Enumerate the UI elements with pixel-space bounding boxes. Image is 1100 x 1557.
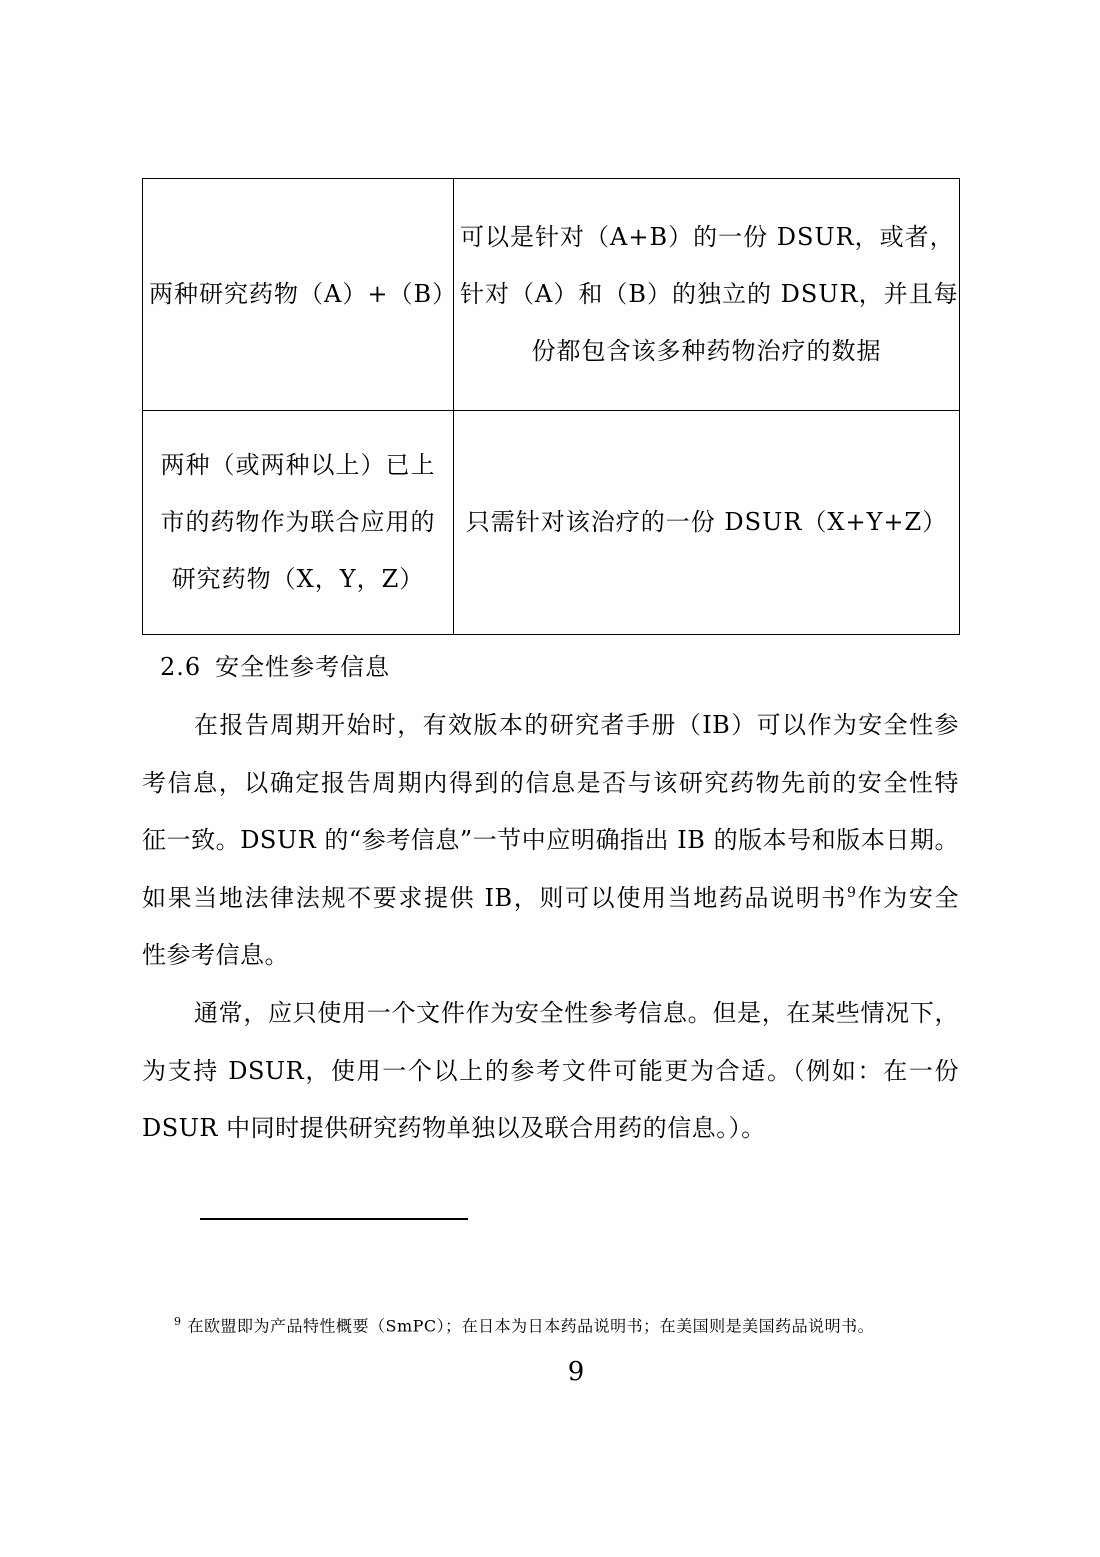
body-paragraph: [142, 697, 959, 985]
cell-text: 两种（或两种以上）已上: [160, 451, 436, 479]
footnote: [174, 1308, 874, 1340]
footnote-mark: 9: [174, 1315, 182, 1328]
drug-combination-table: [142, 178, 960, 635]
line-text: 作为安全: [856, 883, 959, 912]
body-paragraph: [142, 985, 959, 1158]
section-number: 2.6: [160, 653, 202, 681]
section-heading: [160, 645, 390, 689]
paragraph-line: 为支持 DSUR，使用一个以上的参考文件可能更为合适。（例如：在一份: [142, 1056, 959, 1085]
footnote-text: 在欧盟即为产品特性概要（SmPC）；在日本为日本药品说明书；在美国则是美国药品说明书。: [187, 1316, 875, 1336]
table-row: [143, 411, 960, 635]
page-number: 9: [567, 1357, 585, 1387]
paragraph-line: [142, 870, 959, 928]
footnote-divider: [200, 1218, 468, 1220]
cell-text: 可以是针对（A+B）的一份 DSUR，或者，: [460, 223, 955, 251]
paragraph-line: DSUR 中同时提供研究药物单独以及联合用药的信息。）。: [142, 1114, 766, 1142]
paragraph-line: 性参考信息。: [142, 941, 289, 969]
line-text: 如果当地法律法规不要求提供 IB，则可以使用当地药品说明书: [142, 883, 848, 912]
cell-text: 两种研究药物（A）+（B）: [149, 280, 458, 308]
cell-text: 针对（A）和（B）的独立的 DSUR，并且每: [460, 280, 959, 308]
cell-text: 研究药物（X，Y，Z）: [171, 565, 425, 593]
cell-text: 市的药物作为联合应用的: [160, 508, 436, 536]
table-cell-drug-type: [143, 179, 458, 411]
section-title: 安全性参考信息: [215, 653, 391, 681]
paragraph-line: 通常，应只使用一个文件作为安全性参考信息。但是，在某些情况下，: [194, 999, 959, 1027]
table-cell-dsur-requirement: [454, 179, 960, 411]
cell-text: 份都包含该多种药物治疗的数据: [531, 337, 882, 365]
table-row: [143, 179, 960, 411]
footnote-reference: 9: [847, 884, 857, 901]
table-cell-drug-type: [143, 411, 454, 635]
paragraph-line: 征一致。DSUR 的“参考信息”一节中应明确指出 IB 的版本号和版本日期。: [142, 826, 959, 854]
cell-text: 只需针对该治疗的一份 DSUR（X+Y+Z）: [465, 508, 948, 536]
paragraph-line: 考信息，以确定报告周期内得到的信息是否与该研究药物先前的安全性特: [142, 768, 959, 797]
paragraph-line: 在报告周期开始时，有效版本的研究者手册（IB）可以作为安全性参: [194, 711, 959, 739]
table-cell-dsur-requirement: [454, 411, 960, 635]
